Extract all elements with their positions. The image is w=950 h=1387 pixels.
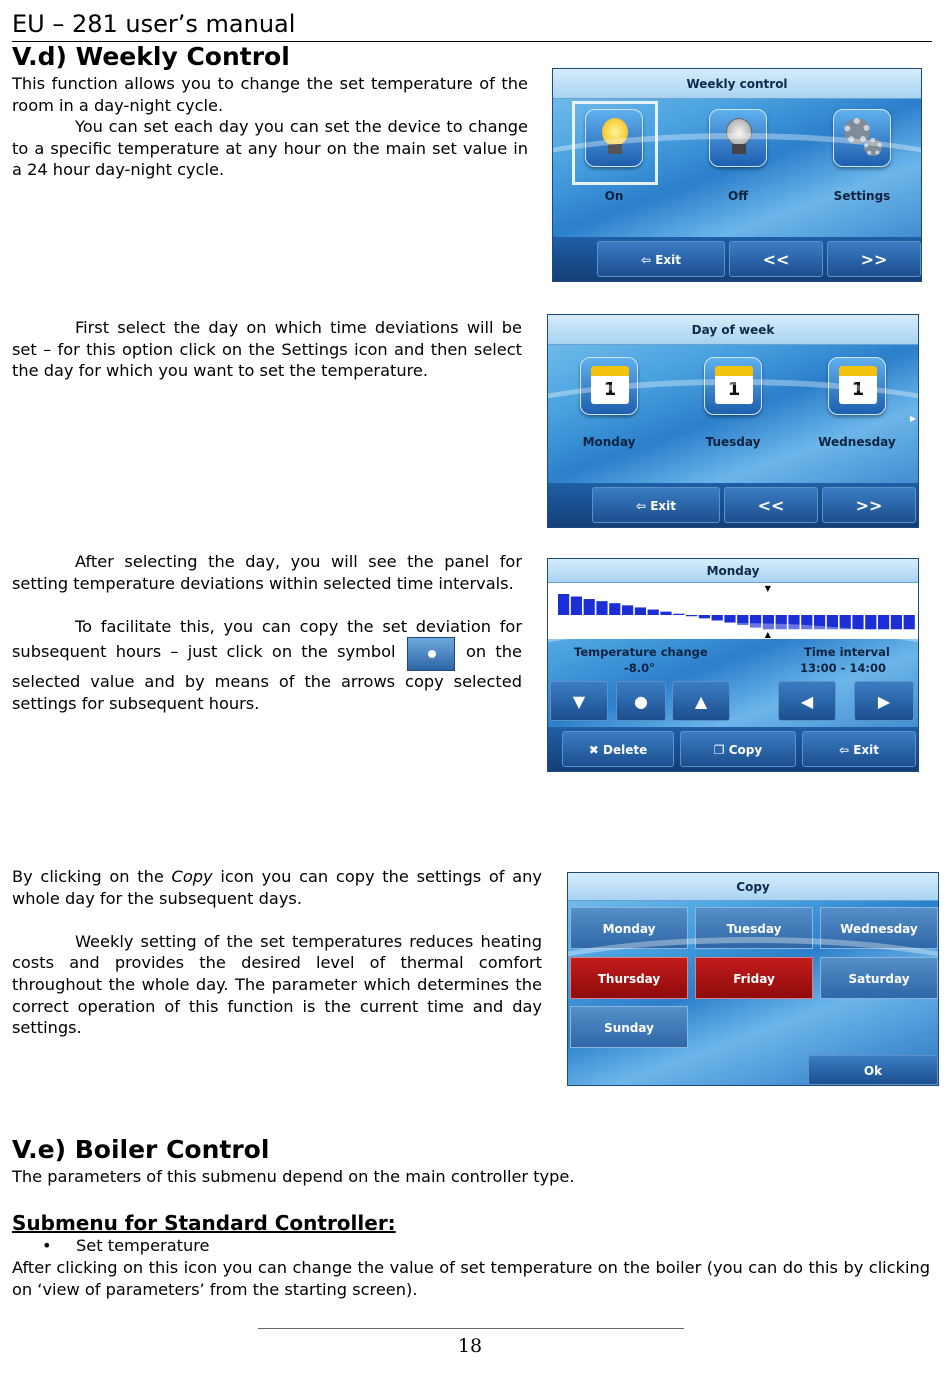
deviation-bar[interactable]	[699, 615, 710, 618]
weekly-copy-text	[12, 866, 542, 1039]
screen-title: Day of week	[548, 315, 918, 345]
deviation-bar[interactable]	[878, 615, 889, 629]
calendar-badge: 1	[715, 366, 753, 404]
deviation-bar[interactable]	[814, 615, 825, 629]
monday-label: Monday	[582, 435, 636, 449]
prev-button[interactable]: <<	[724, 487, 818, 523]
screen-toolbar	[548, 727, 918, 771]
gears-icon[interactable]	[833, 109, 891, 167]
bulb-on-icon[interactable]	[585, 109, 643, 167]
exit-button[interactable]	[592, 487, 720, 523]
weekly-p6-part1: By clicking on the	[12, 867, 164, 886]
weekly-p7: Weekly setting of the set temperatures reduces heating costs and provides the desired level of thermal comfort throughout the whole day. The parameter which determines the correct operation of this function is the current time and day settings.	[12, 931, 542, 1038]
deviation-bar[interactable]	[673, 614, 684, 615]
boiler-intro: The parameters of this submenu depend on the main controller type.	[12, 1167, 575, 1186]
screen-toolbar	[553, 237, 921, 281]
exit-button[interactable]	[597, 241, 725, 277]
deviation-bar[interactable]	[801, 615, 812, 629]
weekly-p4: After selecting the day, you will see the panel for setting temperature deviations within selected time intervals.	[12, 552, 522, 593]
day-button-tuesday[interactable]: Tuesday	[695, 907, 813, 949]
increase-button[interactable]: ▲	[672, 681, 730, 721]
wednesday-label: Wednesday	[818, 435, 896, 449]
day-button-monday[interactable]: Monday	[570, 907, 688, 949]
copy-button[interactable]	[680, 731, 796, 767]
weekly-deviations	[12, 551, 522, 715]
deviation-bar[interactable]	[712, 615, 723, 620]
deviation-bar[interactable]	[596, 601, 607, 615]
deviation-bar[interactable]	[648, 610, 659, 615]
tuesday-label: Tuesday	[705, 435, 761, 449]
next-button[interactable]: >>	[827, 241, 921, 277]
weekly-control-screen	[552, 68, 922, 282]
screen-toolbar	[548, 483, 918, 527]
weekly-intro	[12, 73, 528, 181]
deviation-bar[interactable]	[737, 615, 748, 625]
weekly-p5	[12, 616, 522, 715]
deviation-bar[interactable]	[865, 615, 876, 629]
screen-title: Weekly control	[553, 69, 921, 99]
weekly-p1: This function allows you to change the set temperature of the room in a day-night cycle.	[12, 74, 528, 115]
deviation-chart	[548, 583, 918, 639]
day-button-sunday[interactable]: Sunday	[570, 1006, 688, 1048]
exit-icon: ⇦	[635, 499, 651, 513]
day-button-wednesday[interactable]: Wednesday	[820, 907, 938, 949]
deviation-bar[interactable]	[827, 615, 838, 629]
calendar-badge: 1	[839, 366, 877, 404]
decrease-button[interactable]: ▼	[550, 681, 608, 721]
screen-title: Monday	[548, 559, 918, 583]
weekly-p5-part2: on the selected value and by means of the arrows copy selected settings for subsequent hours.	[12, 642, 522, 713]
copy-emphasis: Copy	[171, 867, 213, 886]
deviation-bar[interactable]	[609, 603, 620, 615]
bullet-text: Set temperature	[76, 1236, 210, 1255]
deviation-chart-svg	[548, 583, 919, 639]
weekly-control-heading: V.d) Weekly Control	[12, 42, 290, 71]
page-number: 18	[457, 1335, 483, 1357]
day-button-saturday[interactable]: Saturday	[820, 957, 938, 999]
screen-title: Copy	[568, 873, 938, 901]
delete-label: Delete	[603, 743, 648, 757]
deviation-bar[interactable]	[776, 615, 787, 629]
bullet-item	[42, 1236, 209, 1256]
settings-label: Settings	[833, 189, 891, 203]
delete-icon: ✖	[588, 743, 603, 757]
deviation-bar[interactable]	[584, 599, 595, 615]
deviation-bar[interactable]	[686, 615, 697, 616]
next-button[interactable]: >>	[822, 487, 916, 523]
footer-rule	[258, 1328, 684, 1329]
deviation-bar[interactable]	[571, 597, 582, 615]
day-of-week-screen	[547, 314, 919, 528]
standard-controller-subheading: Submenu for Standard Controller:	[12, 1211, 396, 1235]
deviation-bar[interactable]	[840, 615, 851, 629]
deviation-bar[interactable]	[904, 615, 915, 629]
deviation-bar[interactable]	[891, 615, 902, 629]
previous-hour-button[interactable]: ◀	[778, 681, 836, 721]
weekly-p6-part2: icon you can copy the settings of any whole day for the subsequent days.	[12, 867, 542, 908]
prev-button[interactable]: <<	[729, 241, 823, 277]
deviation-bar[interactable]	[558, 594, 569, 615]
exit-icon: ⇦	[838, 743, 854, 757]
copy-day-screen	[567, 872, 939, 1086]
weekly-select-day	[12, 317, 522, 382]
on-label: On	[604, 189, 624, 203]
calendar-icon[interactable]	[580, 357, 638, 415]
day-button-friday[interactable]: Friday	[695, 957, 813, 999]
manual-title: EU – 281 user’s manual	[12, 10, 296, 38]
deviation-bar[interactable]	[763, 615, 774, 629]
scroll-right-icon[interactable]: ▸	[909, 411, 916, 425]
calendar-badge: 1	[591, 366, 629, 404]
day-button-thursday[interactable]: Thursday	[570, 957, 688, 999]
selected-hour-marker: ▲	[764, 630, 771, 639]
exit-label: Exit	[655, 253, 682, 267]
exit-label: Exit	[650, 499, 677, 513]
temperature-change-label: Temperature change	[574, 645, 708, 659]
deviation-bar[interactable]	[724, 615, 735, 623]
selected-hour-marker: ▼	[764, 584, 771, 593]
weekly-p6	[12, 866, 542, 909]
weekly-p3: First select the day on which time deviations will be set – for this option click on the Settings icon and then select the day for which you want to set the temperature.	[12, 318, 522, 381]
deviation-bar[interactable]	[750, 615, 761, 628]
next-hour-button[interactable]: ▶	[854, 681, 914, 721]
copy-hour-symbol-icon	[407, 637, 455, 671]
bulb-off-icon[interactable]	[709, 109, 767, 167]
deviation-bar[interactable]	[660, 612, 671, 615]
off-label: Off	[728, 189, 748, 203]
weekly-p2: You can set each day you can set the device to change to a specific temperature at any hour on the main set value in a 24 hour day-night cycle.	[12, 117, 528, 180]
delete-button[interactable]	[562, 731, 674, 767]
time-interval-value: 13:00 - 14:00	[800, 661, 886, 675]
calendar-icon[interactable]	[704, 357, 762, 415]
ok-button[interactable]: Ok	[808, 1055, 938, 1085]
deviation-bar[interactable]	[635, 607, 646, 615]
weekly-p5-part1: To facilitate this, you can copy the set deviation for subsequent hours – just click on the symbol	[12, 616, 522, 662]
temperature-change-value: -8.0°	[624, 661, 655, 675]
calendar-icon[interactable]	[828, 357, 886, 415]
copy-icon: ❐	[713, 743, 729, 757]
exit-button[interactable]	[802, 731, 916, 767]
deviation-bar[interactable]	[852, 615, 863, 629]
monday-deviation-screen	[547, 558, 919, 772]
page-header	[12, 8, 932, 42]
deviation-bar[interactable]	[622, 605, 633, 615]
deviation-bar[interactable]	[788, 615, 799, 629]
boiler-set-temp-text: After clicking on this icon you can change the value of set temperature on the boiler (you can do this by clicking on ‘view of parameters’ from the starting screen).	[12, 1258, 930, 1299]
exit-label: Exit	[853, 743, 880, 757]
copy-hour-button[interactable]: ●	[616, 681, 666, 721]
time-interval-label: Time interval	[804, 645, 890, 659]
copy-label: Copy	[728, 743, 763, 757]
boiler-control-heading: V.e) Boiler Control	[12, 1135, 270, 1164]
exit-icon: ⇦	[640, 253, 656, 267]
bullet-icon: •	[42, 1236, 52, 1255]
